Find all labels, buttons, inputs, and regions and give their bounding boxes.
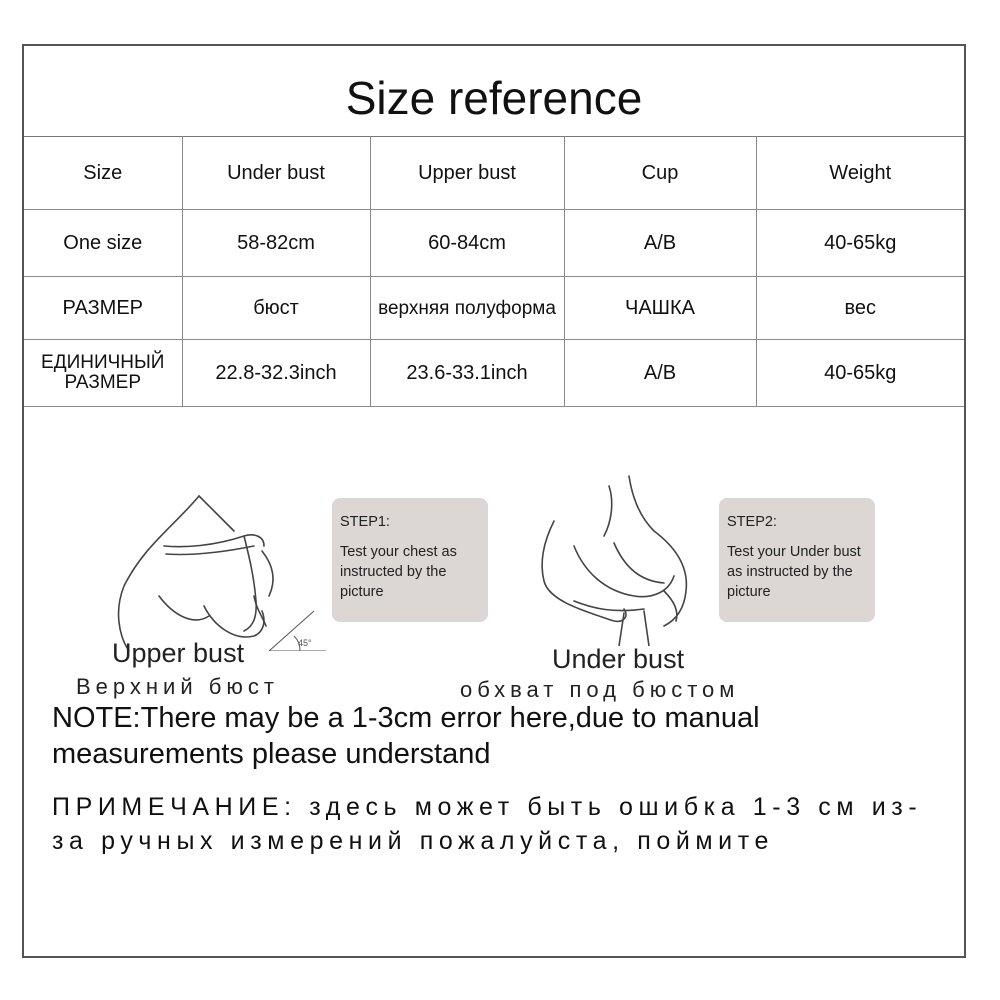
table-row xyxy=(24,340,964,407)
under-bust-label: Under bust xyxy=(552,644,685,674)
under-bust-illustration xyxy=(514,471,699,646)
note-english: NOTE:There may be a 1-3cm error here,due to manual measurements please understand xyxy=(52,702,760,770)
header-cell: Weight xyxy=(756,137,964,210)
step2-title: STEP2: xyxy=(727,514,777,530)
table-cell: 40-65kg xyxy=(756,210,964,277)
table-cell: A/B xyxy=(564,340,756,407)
note-russian: ПРИМЕЧАНИЕ: здесь может быть ошибка 1-3 см из-за ручных измерений пожалуйста, поймите xyxy=(52,793,923,855)
table-cell: ЧАШКА xyxy=(564,277,756,340)
header-cell: Cup xyxy=(564,137,756,210)
table-cell: A/B xyxy=(564,210,756,277)
table-cell: бюст xyxy=(182,277,370,340)
table-cell: One size xyxy=(24,210,182,277)
table-cell: 60-84cm xyxy=(370,210,564,277)
size-table xyxy=(24,136,964,407)
header-cell: Size xyxy=(24,137,182,210)
under-bust-label-ru: обхват под бюстом xyxy=(460,677,740,702)
angle-label: 45° xyxy=(298,638,312,648)
table-row xyxy=(24,210,964,277)
table-cell: 40-65kg xyxy=(756,340,964,407)
step1-text: Test your chest as instructed by the picture xyxy=(340,544,457,600)
step1-title: STEP1: xyxy=(340,514,390,530)
upper-bust-label: Upper bust xyxy=(112,638,245,668)
page-title: Size reference xyxy=(345,72,643,124)
upper-bust-label-ru: Верхний бюст xyxy=(76,674,279,699)
table-row xyxy=(24,277,964,340)
header-cell: Under bust xyxy=(182,137,370,210)
header-cell: Upper bust xyxy=(370,137,564,210)
table-cell: 58-82cm xyxy=(182,210,370,277)
step2-text: Test your Under bust as instructed by the picture xyxy=(727,544,861,600)
table-cell: 23.6-33.1inch xyxy=(370,340,564,407)
step1-box xyxy=(332,498,488,622)
table-cell: 22.8-32.3inch xyxy=(182,340,370,407)
upper-bust-illustration xyxy=(104,476,329,651)
table-cell: РАЗМЕР xyxy=(24,277,182,340)
table-cell: верхняя полуформа xyxy=(370,277,564,340)
table-header-row xyxy=(24,137,964,210)
step2-box xyxy=(719,498,875,622)
table-cell: ЕДИНИЧНЫЙ РАЗМЕР xyxy=(24,340,182,407)
table-cell: вес xyxy=(756,277,964,340)
